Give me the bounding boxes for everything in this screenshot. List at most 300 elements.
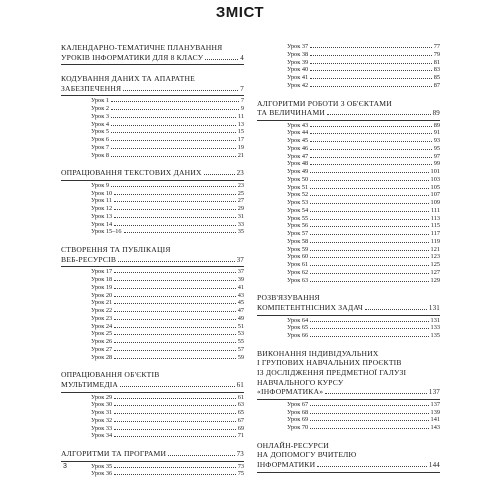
lesson-entry[interactable]: [61, 136, 244, 144]
dot-leader: [114, 334, 236, 335]
lesson-page-number: 23: [237, 181, 244, 189]
lesson-entry[interactable]: [257, 74, 440, 82]
lesson-label: Урок 29: [91, 393, 113, 401]
section-heading-line: І ГРУПОВИХ НАВЧАЛЬНИХ ПРОЄКТІВ: [257, 358, 402, 368]
section-heading-entry[interactable]: [257, 108, 440, 119]
dot-leader: [310, 211, 429, 212]
lesson-label: Урок 28: [91, 353, 113, 361]
section-heading-line: АЛГОРИТМИ ТА ПРОГРАМИ: [61, 449, 167, 459]
lesson-page-number: 11: [237, 112, 244, 120]
lesson-entry[interactable]: [257, 324, 440, 332]
lesson-label: Урок 12: [91, 205, 113, 213]
dot-leader: [310, 164, 432, 165]
lesson-page-number: 91: [433, 129, 440, 137]
lesson-page-number: 107: [430, 191, 440, 199]
section-divider: [257, 399, 440, 400]
lesson-label: Урок 11: [91, 197, 112, 205]
lesson-entry[interactable]: [61, 338, 244, 346]
toc-column-right: [257, 43, 440, 480]
section-page-number: 89: [432, 109, 440, 118]
dot-leader: [111, 186, 236, 187]
lesson-page-number: 75: [237, 470, 244, 478]
lesson-entry[interactable]: [61, 276, 244, 284]
section-heading: [257, 99, 440, 119]
toc-section: [61, 245, 244, 361]
dot-leader: [310, 149, 432, 150]
lesson-entry[interactable]: [257, 137, 440, 145]
lesson-page-number: 39: [237, 276, 244, 284]
lesson-entry[interactable]: [257, 253, 440, 261]
toc-section: [61, 449, 244, 478]
lesson-entry[interactable]: [257, 230, 440, 238]
lesson-page-number: 101: [430, 168, 440, 176]
lesson-label: Урок 20: [91, 291, 113, 299]
lesson-page-number: 115: [430, 222, 440, 230]
lesson-entry[interactable]: [257, 317, 440, 325]
lesson-entry[interactable]: [257, 176, 440, 184]
lesson-label: Урок 49: [287, 168, 309, 176]
lesson-entry[interactable]: [61, 284, 244, 292]
lesson-entry[interactable]: [61, 409, 244, 417]
lesson-entry[interactable]: [61, 113, 244, 121]
lesson-page-number: 105: [430, 183, 440, 191]
dot-leader: [310, 55, 432, 56]
lesson-label: Урок 25: [91, 330, 113, 338]
section-heading-line: НА ДОПОМОГУ ВЧИТЕЛЮ: [257, 450, 357, 460]
dot-leader: [310, 133, 432, 134]
dot-leader: [114, 421, 236, 422]
lesson-page-number: 49: [237, 314, 244, 322]
lesson-page-number: 109: [430, 199, 440, 207]
lesson-entry[interactable]: [257, 269, 440, 277]
lesson-entry[interactable]: [61, 105, 244, 113]
lesson-entry[interactable]: [61, 197, 244, 205]
lesson-entry[interactable]: [257, 168, 440, 176]
dot-leader: [114, 209, 236, 210]
section-heading-line: АЛГОРИТМИ РОБОТИ З ОБ'ЄКТАМИ: [257, 98, 392, 108]
dot-leader: [114, 303, 236, 304]
lesson-entry[interactable]: [61, 121, 244, 129]
page-title: ЗМІСТ: [215, 4, 265, 21]
dot-leader: [310, 188, 428, 189]
lesson-page-number: 15: [237, 128, 244, 136]
lesson-entry[interactable]: [61, 425, 244, 433]
dot-leader: [327, 114, 430, 115]
lesson-page-number: 35: [237, 228, 244, 236]
toc-column-left: [61, 43, 244, 480]
toc-section: [257, 99, 440, 285]
lesson-entry[interactable]: [257, 145, 440, 153]
lesson-label: Урок 1: [91, 97, 109, 105]
dot-leader: [114, 350, 236, 351]
lesson-label: Урок 69: [287, 416, 309, 424]
lesson-label: Урок 58: [287, 237, 309, 245]
lesson-label: Урок 2: [91, 105, 109, 113]
lesson-entry[interactable]: [257, 409, 440, 417]
dot-leader: [114, 319, 236, 320]
lesson-entry[interactable]: [61, 144, 244, 152]
lesson-page-number: 71: [237, 432, 244, 440]
dot-leader: [310, 157, 432, 158]
section-heading: [61, 449, 244, 460]
lesson-entry[interactable]: [61, 330, 244, 338]
dot-leader: [114, 398, 236, 399]
lesson-page-number: 43: [237, 291, 244, 299]
lesson-label: Урок 42: [287, 81, 309, 89]
lesson-entry[interactable]: [257, 238, 440, 246]
section-heading: [257, 349, 440, 398]
lesson-label: Урок 13: [91, 212, 113, 220]
dot-leader: [114, 429, 236, 430]
lesson-page-number: 141: [430, 416, 440, 424]
lesson-entry[interactable]: [61, 97, 244, 105]
lesson-entry[interactable]: [257, 401, 440, 409]
lesson-page-number: 45: [237, 299, 244, 307]
lesson-label: Урок 24: [91, 322, 113, 330]
lesson-label: Урок 32: [91, 416, 113, 424]
lesson-label: Урок 10: [91, 189, 113, 197]
lesson-label: Урок 23: [91, 314, 113, 322]
section-heading: [257, 441, 440, 471]
lesson-label: Урок 37: [287, 43, 309, 50]
lesson-page-number: 87: [433, 81, 440, 89]
dot-leader: [310, 413, 428, 414]
section-heading-line: ІНФОРМАТИКИ: [257, 460, 316, 470]
section-page-number: 4: [240, 53, 244, 62]
lesson-label: Урок 18: [91, 276, 113, 284]
section-divider: [61, 95, 244, 96]
dot-leader: [114, 358, 236, 359]
lesson-page-number: 93: [433, 137, 440, 145]
lesson-label: Урок 61: [287, 261, 309, 269]
lesson-label: Урок 59: [287, 245, 309, 253]
section-heading-entry[interactable]: [61, 449, 244, 460]
lesson-label: Урок 31: [91, 409, 113, 417]
dot-leader: [310, 321, 428, 322]
lesson-page-number: 129: [430, 276, 440, 284]
lesson-label: Урок 30: [91, 401, 113, 409]
lesson-entry[interactable]: [257, 277, 440, 285]
lesson-entry[interactable]: [61, 190, 244, 198]
dot-leader: [111, 132, 236, 133]
lesson-entry[interactable]: [61, 307, 244, 315]
dot-leader: [123, 90, 238, 91]
lesson-entry[interactable]: [61, 354, 244, 362]
lesson-page-number: 13: [237, 120, 244, 128]
dot-leader: [310, 428, 428, 429]
section-heading-entry[interactable]: [61, 53, 244, 64]
lesson-page-number: 125: [430, 261, 440, 269]
section-heading: [61, 245, 244, 265]
dot-leader: [310, 328, 428, 329]
lesson-page-number: 65: [237, 409, 244, 417]
dot-leader: [310, 273, 428, 274]
lesson-page-number: 121: [430, 245, 440, 253]
lesson-entry[interactable]: [61, 128, 244, 136]
section-heading-entry[interactable]: [61, 255, 244, 266]
lesson-entry[interactable]: [61, 152, 244, 160]
dot-leader: [310, 86, 432, 87]
lesson-page-number: 113: [430, 214, 440, 222]
lesson-entry[interactable]: [61, 463, 244, 471]
section-heading-line: ІЗ ДОСЛІДЖЕННЯ ПРЕДМЕТНОЇ ГАЛУЗІ: [257, 368, 407, 378]
lesson-entry[interactable]: [61, 268, 244, 276]
dot-leader: [114, 194, 236, 195]
lesson-label: Урок 19: [91, 283, 113, 291]
section-heading-entry[interactable]: [257, 303, 440, 314]
dot-leader: [114, 436, 236, 437]
lesson-entry[interactable]: [257, 424, 440, 432]
lesson-label: Урок 27: [91, 345, 113, 353]
lesson-page-number: 29: [237, 205, 244, 213]
dot-leader: [114, 280, 236, 281]
dot-leader: [114, 225, 236, 226]
lesson-page-number: 139: [430, 408, 440, 416]
lesson-entry[interactable]: [257, 59, 440, 67]
lesson-entry[interactable]: [61, 205, 244, 213]
lesson-entry[interactable]: [61, 315, 244, 323]
lesson-page-number: 137: [430, 400, 440, 408]
lesson-page-number: 111: [431, 206, 440, 214]
section-heading: [61, 43, 244, 63]
lesson-entry[interactable]: [257, 416, 440, 424]
dot-leader: [310, 63, 432, 64]
lesson-label: Урок 51: [287, 183, 309, 191]
section-heading-line: ВИКОНАННЯ ІНДИВІДУАЛЬНИХ: [257, 348, 379, 358]
lesson-entry[interactable]: [61, 299, 244, 307]
dot-leader: [310, 257, 428, 258]
section-page-number: 131: [428, 304, 440, 313]
lesson-page-number: 77: [433, 43, 440, 50]
section-heading-entry[interactable]: [257, 387, 440, 398]
lesson-entry[interactable]: [61, 346, 244, 354]
lesson-label: Урок 26: [91, 338, 113, 346]
lesson-entry[interactable]: [61, 432, 244, 440]
section-divider: [61, 392, 244, 393]
section-page-number: 7: [240, 84, 244, 93]
section-divider: [257, 120, 440, 121]
lesson-page-number: 17: [237, 136, 244, 144]
lesson-page-number: 127: [430, 268, 440, 276]
lesson-entry[interactable]: [257, 129, 440, 137]
dot-leader: [168, 455, 234, 456]
lesson-label: Урок 15–16: [91, 228, 122, 236]
section-page-number: 73: [236, 450, 244, 459]
section-heading: [257, 293, 440, 313]
lesson-entry[interactable]: [61, 401, 244, 409]
section-page-number: 61: [236, 381, 244, 389]
lesson-entry[interactable]: [257, 215, 440, 223]
lesson-page-number: 51: [237, 322, 244, 330]
dot-leader: [205, 59, 238, 60]
dot-leader: [310, 405, 428, 406]
lesson-label: Урок 43: [287, 121, 309, 129]
lesson-entry[interactable]: [257, 160, 440, 168]
lesson-label: Урок 47: [287, 152, 309, 160]
lesson-label: Урок 55: [287, 214, 309, 222]
lesson-label: Урок 41: [287, 74, 309, 81]
dot-leader: [325, 393, 427, 394]
section-heading-entry[interactable]: [61, 84, 244, 95]
lesson-page-number: 99: [433, 160, 440, 168]
lesson-label: Урок 21: [91, 299, 113, 307]
section-divider: [257, 472, 440, 473]
lesson-page-number: 85: [433, 74, 440, 81]
dot-leader: [310, 195, 428, 196]
dot-leader: [317, 466, 427, 467]
toc-section: [257, 43, 440, 90]
lesson-entry[interactable]: [61, 394, 244, 402]
dot-leader: [310, 281, 428, 282]
lesson-label: Урок 9: [91, 181, 109, 189]
lesson-entry[interactable]: [257, 332, 440, 340]
dot-leader: [118, 261, 234, 262]
section-heading-line: «ІНФОРМАТИКА»: [257, 387, 324, 397]
lesson-label: Урок 60: [287, 253, 309, 261]
lesson-page-number: 83: [433, 66, 440, 74]
lesson-page-number: 117: [430, 230, 440, 238]
lesson-label: Урок 66: [287, 332, 309, 340]
lesson-entry[interactable]: [61, 221, 244, 229]
lesson-entry[interactable]: [61, 182, 244, 190]
lesson-page-number: 123: [430, 253, 440, 261]
lesson-entry[interactable]: [257, 207, 440, 215]
lesson-page-number: 73: [237, 462, 244, 470]
toc-section: [61, 370, 244, 440]
dot-leader: [111, 156, 236, 157]
lesson-entry[interactable]: [257, 82, 440, 90]
lesson-label: Урок 57: [287, 230, 309, 238]
section-page-number: 137: [428, 388, 440, 397]
section-heading-line: КОДУВАННЯ ДАНИХ ТА АПАРАТНЕ: [61, 74, 195, 84]
lesson-label: Урок 35: [91, 462, 113, 470]
lesson-entry[interactable]: [61, 213, 244, 221]
section-heading-line: ЗАБЕЗПЕЧЕННЯ: [61, 83, 122, 93]
lesson-entry[interactable]: [257, 43, 440, 51]
section-heading-entry[interactable]: [61, 168, 244, 179]
toc-section: [257, 349, 440, 432]
dot-leader: [310, 226, 429, 227]
section-heading-line: КОМПЕТЕНТНІСНИХ ЗАДАЧ: [257, 303, 363, 313]
dot-leader: [124, 232, 236, 233]
toc-section: [257, 441, 440, 473]
dot-leader: [114, 413, 236, 414]
lesson-label: Урок 7: [91, 143, 109, 151]
section-heading: [61, 168, 244, 179]
lesson-page-number: 37: [237, 268, 244, 276]
dot-leader: [310, 265, 428, 266]
lesson-page-number: 33: [237, 220, 244, 228]
dot-leader: [310, 250, 428, 251]
lesson-page-number: 119: [430, 237, 440, 245]
lesson-page-number: 31: [237, 212, 244, 220]
dot-leader: [114, 217, 236, 218]
lesson-label: Урок 34: [91, 432, 113, 440]
dot-leader: [114, 405, 236, 406]
lesson-page-number: 55: [237, 338, 244, 346]
dot-leader: [310, 336, 428, 337]
lesson-page-number: 7: [240, 97, 244, 105]
lesson-entry[interactable]: [257, 199, 440, 207]
lesson-page-number: 69: [237, 424, 244, 432]
lesson-label: Урок 8: [91, 151, 109, 159]
lesson-page-number: 103: [430, 175, 440, 183]
lesson-entry[interactable]: [61, 228, 244, 236]
lesson-page-number: 61: [237, 393, 244, 401]
lesson-page-number: 59: [237, 353, 244, 361]
lesson-entry[interactable]: [61, 417, 244, 425]
section-divider: [61, 180, 244, 181]
section-heading-line: НАВЧАЛЬНОГО КУРСУ: [257, 377, 344, 387]
dot-leader: [310, 78, 432, 79]
dot-leader: [310, 420, 428, 421]
lesson-entry[interactable]: [257, 66, 440, 74]
lesson-entry[interactable]: [257, 51, 440, 59]
lesson-entry[interactable]: [257, 153, 440, 161]
dot-leader: [114, 327, 236, 328]
lesson-entry[interactable]: [61, 323, 244, 331]
dot-leader: [310, 70, 432, 71]
lesson-label: Урок 44: [287, 129, 309, 137]
lesson-label: Урок 62: [287, 268, 309, 276]
section-heading: [61, 370, 244, 390]
section-heading-line: ТА ВЕЛИЧИНАМИ: [257, 108, 326, 118]
lesson-label: Урок 39: [287, 58, 309, 66]
lesson-entry[interactable]: [257, 261, 440, 269]
lesson-entry[interactable]: [257, 222, 440, 230]
dot-leader: [111, 140, 236, 141]
lesson-page-number: 97: [433, 152, 440, 160]
lesson-entry[interactable]: [61, 470, 244, 478]
lesson-entry[interactable]: [61, 292, 244, 300]
lesson-entry[interactable]: [257, 122, 440, 130]
lesson-label: Урок 3: [91, 112, 109, 120]
lesson-label: Урок 46: [287, 144, 309, 152]
lesson-label: Урок 33: [91, 424, 113, 432]
lesson-label: Урок 64: [287, 316, 309, 324]
dot-leader: [310, 203, 428, 204]
section-divider: [61, 266, 244, 267]
dot-leader: [114, 296, 236, 297]
dot-leader: [111, 109, 239, 110]
lesson-entry[interactable]: [257, 191, 440, 199]
lesson-page-number: 19: [237, 143, 244, 151]
lesson-label: Урок 67: [287, 400, 309, 408]
toc-section: [61, 43, 244, 65]
dot-leader: [114, 467, 236, 468]
lesson-label: Урок 54: [287, 206, 309, 214]
lesson-page-number: 53: [237, 330, 244, 338]
lesson-label: Урок 48: [287, 160, 309, 168]
section-heading-line: СТВОРЕННЯ ТА ПУБЛІКАЦІЯ: [61, 245, 171, 255]
dot-leader: [365, 309, 427, 310]
section-heading-entry[interactable]: [61, 380, 244, 391]
section-divider: [257, 315, 440, 316]
lesson-entry[interactable]: [257, 246, 440, 254]
dot-leader: [114, 311, 236, 312]
section-page-number: 23: [236, 169, 244, 178]
section-heading-line: ОПРАЦЮВАННЯ ТЕКСТОВИХ ДАНИХ: [61, 168, 202, 178]
lesson-page-number: 143: [430, 424, 440, 432]
section-heading-entry[interactable]: [257, 460, 440, 471]
lesson-page-number: 67: [237, 416, 244, 424]
lesson-page-number: 21: [237, 151, 244, 159]
section-heading: [61, 74, 244, 94]
page-number: 3: [63, 463, 67, 470]
lesson-entry[interactable]: [257, 184, 440, 192]
lesson-label: Урок 40: [287, 66, 309, 74]
lesson-label: Урок 14: [91, 220, 113, 228]
